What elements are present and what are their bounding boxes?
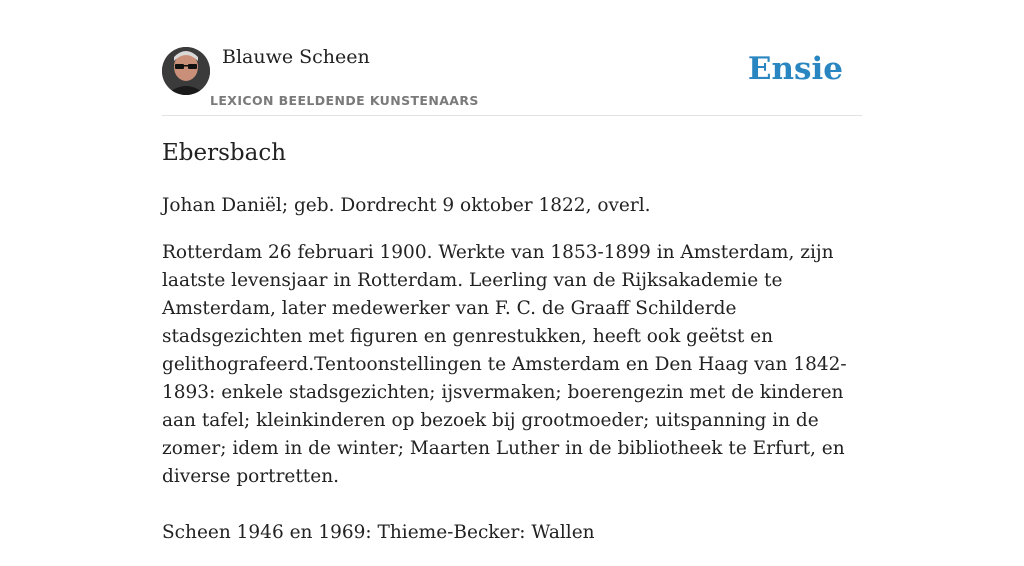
avatar-image bbox=[162, 47, 210, 95]
collection-label[interactable]: LEXICON BEELDENDE KUNSTENAARS bbox=[210, 93, 479, 108]
article-body bbox=[162, 192, 862, 566]
header-divider bbox=[162, 115, 862, 116]
author-name[interactable]: Blauwe Scheen bbox=[222, 46, 370, 68]
article-title: Ebersbach bbox=[162, 140, 287, 166]
article-paragraph: Johan Daniël; geb. Dordrecht 9 oktober 1822, overl. bbox=[162, 195, 651, 216]
article-paragraph: Scheen 1946 en 1969: Thieme-Becker: Wallen bbox=[162, 522, 595, 543]
ensie-logo[interactable]: Ensie bbox=[747, 51, 843, 87]
article-paragraph: Rotterdam 26 februari 1900. Werkte van 1853-1899 in Amsterdam, zijn laatste levensjaar in Rotterdam. Leerling van de Rijksakademie te Amsterdam, later medewerker van F. C. de Graaff Schilderde stadsgezichten met figuren en genrestukken, heeft ook geëtst en gelithografeerd.Tentoonstellingen te Amsterdam en Den Haag van 1842-1893: enkele stadsgezichten; ijsvermaken; boerengezin met de kinderen aan tafel; kleinkinderen op bezoek bij grootmoeder; uitspanning in de zomer; idem in de winter; Maarten Luther in de bibliotheek te Erfurt, en diverse portretten. bbox=[162, 242, 847, 487]
author-avatar[interactable] bbox=[162, 47, 210, 95]
